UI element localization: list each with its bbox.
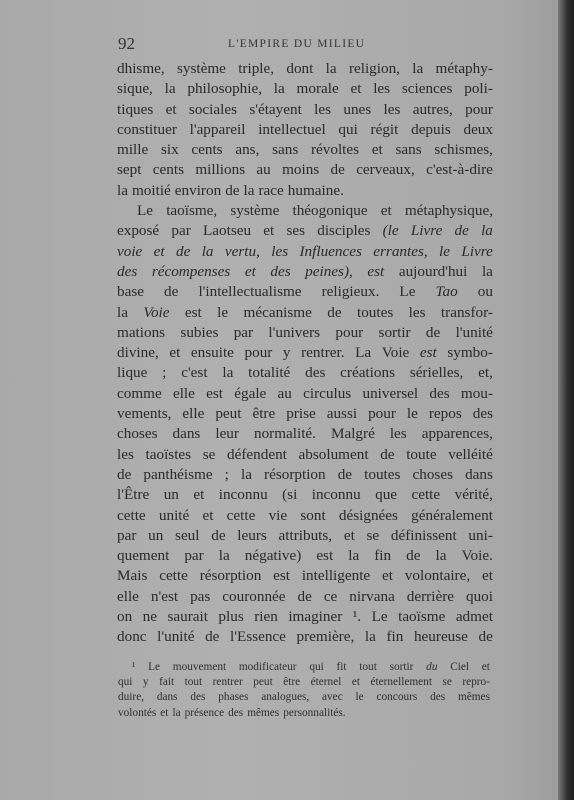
- text-line: comme elle est égale au circulus universel des mou-: [117, 384, 493, 402]
- body-text: [117, 59, 493, 648]
- text-line: Le taoïsme, système théogonique et métaphysique,: [137, 202, 493, 220]
- text-line: la moitié environ de la race humaine.: [117, 181, 344, 199]
- text-line: la Voie est le mécanisme de toutes les transfor-: [117, 303, 493, 321]
- text-line: des récompenses et des peines), est aujourd'hui la: [117, 262, 493, 280]
- text-line: par un seul de leurs attributs, et se définissent uni-: [117, 526, 493, 544]
- text-line: sept cents millions au moins de cerveaux, c'est-à-dire: [117, 161, 493, 179]
- page-header: [118, 34, 492, 54]
- text-line: quement par la négative) est la fin de la Voie.: [117, 547, 493, 565]
- text-line: lique ; c'est la totalité des créations sérielles, et,: [117, 364, 493, 382]
- text-line: les taoïstes se défendent absolument de toute velléité: [117, 445, 493, 463]
- text-line: divine, et ensuite pour y rentrer. La Voie est symbo-: [117, 344, 493, 362]
- text-line: Mais cette résorption est intelligente et volontaire, et: [117, 567, 493, 585]
- text-line: vements, elle peut être prise aussi pour le repos des: [117, 405, 493, 423]
- text-line: choses dans leur normalité. Malgré les apparences,: [117, 425, 493, 443]
- text-line: tiques et sociales s'étayent les unes les autres, pour: [117, 100, 493, 118]
- text-line: cette unité et cette vie sont désignées généralement: [117, 506, 493, 524]
- book-gutter: [558, 0, 574, 800]
- text-line: voie et de la vertu, les Influences errantes, le Livre: [117, 242, 493, 260]
- text-line: duire, dans des phases analogues, avec le concours des mêmes: [118, 691, 490, 704]
- text-line: on ne saurait plus rien imaginer ¹. Le taoïsme admet: [117, 608, 493, 626]
- text-line: de panthéisme ; la résorption de toutes choses dans: [117, 465, 493, 483]
- text-line: volontés et la présence des mêmes personnalités.: [118, 706, 346, 719]
- text-line: sique, la philosophie, la morale et les sciences poli-: [117, 80, 493, 98]
- text-line: base de l'intellectualisme religieux. Le Tao ou: [117, 283, 493, 301]
- text-line: mille six cents ans, sans révoltes et sans schismes,: [117, 141, 493, 159]
- text-line: donc l'unité de l'Essence première, la fin heureuse de: [117, 628, 493, 646]
- text-line: l'Être un et inconnu (si inconnu que cette vérité,: [117, 486, 493, 504]
- running-head: L'EMPIRE DU MILIEU: [228, 38, 366, 50]
- text-line: mations subies par l'univers pour sortir de l'unité: [117, 323, 493, 341]
- text-line: ¹ Le mouvement modificateur qui fit tout sortir du Ciel et: [132, 661, 490, 673]
- text-line: exposé par Laotseu et ses disciples (le Livre de la: [117, 222, 493, 240]
- text-line: dhisme, système triple, dont la religion, la métaphy-: [117, 60, 493, 77]
- footnote: [118, 660, 490, 721]
- text-line: constituer l'appareil intellectuel qui régit depuis deux: [117, 120, 493, 138]
- text-line: qui y fait tout rentrer peut être éternel et éternellement se repro-: [118, 676, 490, 689]
- page-number: 92: [118, 34, 135, 53]
- text-line: elle n'est pas couronnée de ce nirvana derrière quoi: [117, 587, 493, 605]
